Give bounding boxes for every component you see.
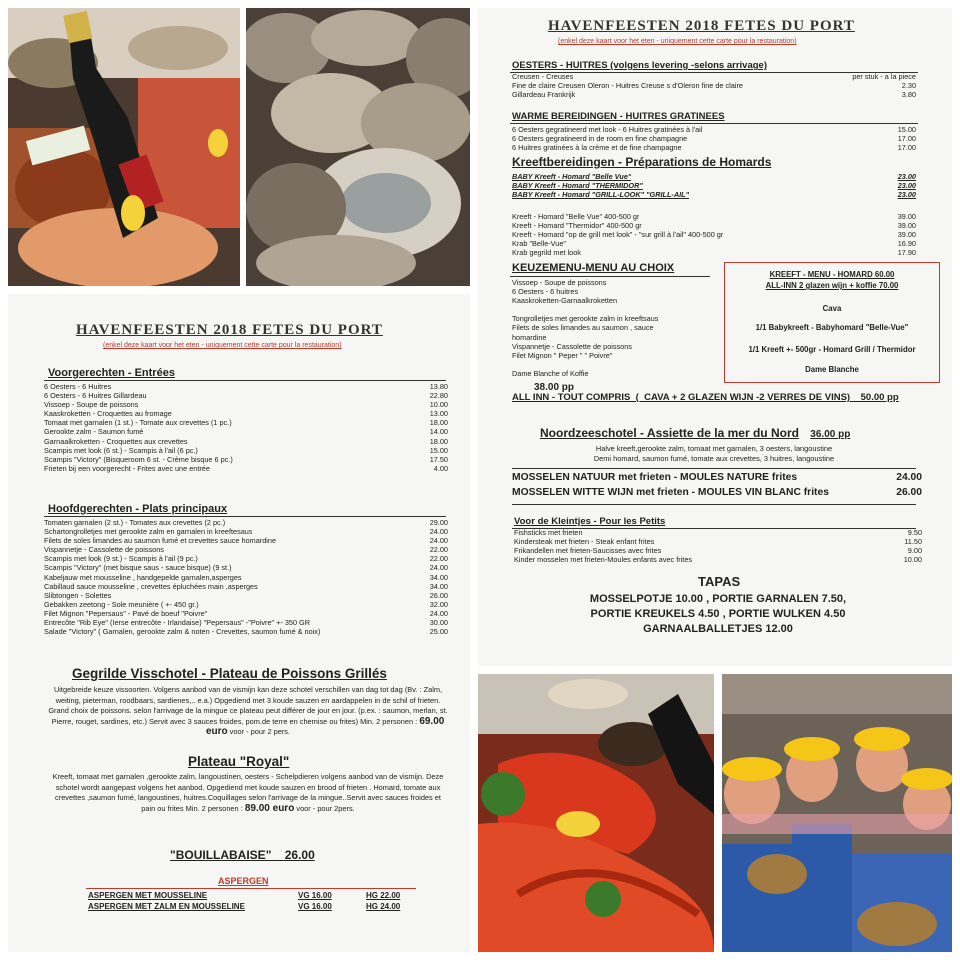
hoofdgerecht-item-price: 25.00	[429, 627, 448, 637]
menu-left-note: (enkel deze kaart voor het eten - uniquement cette carte pour la restauration)	[103, 342, 342, 349]
noordzee-price: 36.00 pp	[810, 429, 851, 440]
kreeft-item-price: 39.00	[897, 230, 916, 240]
box-line-1: Cava	[822, 304, 842, 313]
voorgerecht-item	[44, 455, 448, 464]
hoofdgerecht-item-price: 24.00	[429, 536, 448, 546]
oesters-sub	[512, 72, 916, 81]
oester-item-price: 2.30	[901, 81, 916, 90]
voorgerecht-item	[44, 427, 448, 436]
baby-kreeft-item	[512, 181, 916, 190]
oesters-heading: OESTERS - HUITRES (volgens levering -selons arrivage)	[512, 60, 767, 71]
noordzee-line-2: Demi homard, saumon fumé, tomate aux crevettes, 3 huitres, langoustine	[593, 454, 835, 463]
voorgerechten-heading: Voorgerechten - Entrées	[48, 367, 175, 379]
hoofdgerecht-item	[44, 545, 448, 554]
aspergen-item-name: ASPERGEN MET MOUSSELINE	[88, 891, 208, 900]
voorgerecht-item-price: 13.80	[429, 382, 448, 391]
voorgerecht-item	[44, 437, 448, 446]
voorgerecht-item-price: 17.50	[429, 454, 448, 464]
voorgerecht-item	[44, 446, 448, 455]
hoofdgerecht-item-price: 24.00	[429, 527, 448, 537]
voorgerecht-item-name: Kaaskroketten - Croquettes au fromage	[44, 409, 172, 419]
keuzemenu-line: Vispannetje - Cassolette de poissons	[512, 341, 632, 351]
hoofdgerecht-item-price: 29.00	[429, 518, 448, 527]
aspergen-item-name: ASPERGEN MET ZALM EN MOUSSELINE	[88, 902, 245, 911]
mosselen-item-price: 26.00	[896, 487, 922, 498]
baby-kreeft-item	[512, 172, 916, 181]
warme-list	[512, 125, 916, 152]
keuzemenu-line: Filet Mignon " Peper " " Poivre"	[512, 350, 613, 360]
mosselen-list	[512, 470, 922, 500]
kreeft-item	[512, 221, 916, 230]
divider	[44, 380, 446, 381]
kreeft-item-name: Krab gegrild met look	[512, 248, 581, 258]
aspergen-item-hg: HG 24.00	[366, 902, 401, 911]
warme-item	[512, 143, 916, 152]
hoofdgerechten-heading: Hoofdgerechten - Plats principaux	[48, 503, 228, 515]
royal-description	[48, 772, 448, 814]
aspergen-item	[88, 890, 418, 901]
kleintjes-list	[514, 528, 922, 564]
hoofdgerecht-item-name: Filets de soles limandes au saumon fumé et crevettes sauce homardine	[44, 536, 276, 546]
voorgerecht-item-price: 18.00	[429, 418, 448, 428]
menu-right-title: HAVENFEESTEN 2018 FETES DU PORT	[548, 18, 855, 34]
voorgerecht-item-name: Scampis "Victory" (Bisqueroom 6 st. - Crème bisque 6 pc.)	[44, 454, 233, 464]
hoofdgerecht-item-price: 22.00	[429, 554, 448, 564]
voorgerecht-item-name: Garnaalkroketten - Croquettes aux crevettes	[44, 436, 188, 446]
hoofdgerecht-item	[44, 600, 448, 609]
noordzee-row	[540, 426, 850, 440]
hoofdgerecht-item	[44, 554, 448, 563]
photo-parade	[722, 674, 952, 952]
keuzemenu-line: Filets de soles limandes au saumon , sauce	[512, 323, 654, 333]
voorgerecht-item	[44, 400, 448, 409]
kleintjes-item	[514, 537, 922, 546]
box-line-3: 1/1 Kreeft +- 500gr - Homard Grill / Thermidor	[748, 345, 916, 354]
hoofdgerecht-item-name: Kabeljauw met mousseline , handgepelde garnalen,asperges	[44, 572, 242, 582]
hoofdgerecht-item-price: 26.00	[429, 590, 448, 600]
kleintjes-item	[514, 528, 922, 537]
baby-kreeft-list	[512, 172, 916, 199]
divider	[510, 123, 918, 124]
menu-right-note: (enkel deze kaart voor het eten - uniquement cette carte pour la restauration)	[558, 38, 797, 45]
warme-item-name: 6 Oesters gegratineerd in de room en fine champagne	[512, 134, 688, 144]
warme-item-name: 6 Huitres gratinées à la crème et de fine champagne	[512, 143, 682, 153]
gegrilde-suffix: voor - pour 2 pers.	[229, 727, 291, 737]
warme-item-price: 17.00	[897, 134, 916, 144]
kleintjes-item-name: Fishsticks met frieten	[514, 528, 583, 537]
hoofdgerecht-item-price: 32.00	[429, 599, 448, 609]
keuzemenu-price: 38.00 pp	[534, 382, 575, 393]
kreeft-item	[512, 212, 916, 221]
voorgerecht-item-price: 15.00	[429, 445, 448, 455]
divider	[512, 504, 916, 505]
kreeft-menu-box	[724, 262, 940, 383]
keuzemenu-line: Dame Blanche of Koffie	[512, 368, 589, 378]
voorgerecht-item-price: 10.00	[429, 400, 448, 410]
warme-item	[512, 134, 916, 143]
baby-kreeft-item-price: 23.00	[897, 181, 916, 191]
kleintjes-heading: Voor de Kleintjes - Pour les Petits	[514, 516, 666, 527]
hoofdgerecht-item	[44, 536, 448, 545]
kreeft-item-price: 17.90	[897, 248, 916, 258]
baby-kreeft-item-price: 23.00	[897, 172, 916, 181]
hoofdgerecht-item-price: 34.00	[429, 581, 448, 591]
hoofdgerecht-item-name: Scampis met look (9 st.) - Scampis à l'ail (9 pc.)	[44, 554, 198, 564]
kreeft-item-name: Kreeft - Homard "op de grill met look" - "sur grill à l'ail" 400-500 gr	[512, 230, 724, 240]
voorgerecht-item-name: Vissoep - Soupe de poissons	[44, 400, 139, 410]
parade-illustration	[722, 674, 952, 952]
kreeft-list	[512, 212, 916, 257]
baby-kreeft-item-name: BABY Kreeft - Homard "THERMIDOR"	[512, 181, 643, 191]
baby-kreeft-item-name: BABY Kreeft - Homard "Belle Vue"	[512, 172, 632, 181]
voorgerecht-item	[44, 464, 448, 473]
hoofdgerecht-item-price: 22.00	[429, 545, 448, 555]
keuzemenu-line: Kaaskroketten-Garnaalkroketten	[512, 296, 618, 306]
hoofdgerecht-item	[44, 618, 448, 627]
kleintjes-item	[514, 546, 922, 555]
hoofdgerecht-item	[44, 627, 448, 636]
gegrilde-text: Uitgebreide keuze vissoorten. Volgens aanbod van de vismijn kan deze schotel verschillen van dag tot dag (Bv. : Zalm, weiting, pieterman, roodbaars, sardienes,.. e.a.) Opgediend met 3 koude sauzen en aardappelen in de schil of frieten. Grand choix de poissons. selon l'arrivage de la mingue ce plateau peut différer de jour en jour. (p.ex. : saumon, merlan, st. Pierre, rouget, sardines, etc.) Servit avec 3 sauces froides, pom.de terre en chemise ou frites) Min. 2 personen :	[48, 685, 448, 726]
hoofdgerecht-item-name: Tomaten garnalen (2 st.) - Tomates aux crevettes (2 pc.)	[44, 518, 226, 527]
oysters-illustration	[246, 8, 470, 286]
kreeft-item	[512, 248, 916, 257]
kreeft-item-name: Kreeft - Homard "Thermidor" 400-500 gr	[512, 221, 642, 231]
hoofdgerechten-list	[44, 518, 448, 636]
kreeft-item-price: 39.00	[897, 221, 916, 231]
lobsters-illustration	[478, 674, 714, 952]
hoofdgerecht-item-name: Cabillaud sauce mousseline , crevettes épluchées main ,asperges	[44, 581, 258, 591]
hoofdgerecht-item	[44, 573, 448, 582]
kleintjes-item-price: 9.00	[907, 546, 922, 556]
divider	[86, 888, 416, 889]
voorgerecht-item-name: Scampis met look (6 st.) - Scampis à l'ail (6 pc.)	[44, 445, 198, 455]
kreeft-heading: Kreeftbereidingen - Préparations de Homards	[512, 155, 772, 169]
hoofdgerecht-item-price: 30.00	[429, 618, 448, 628]
tapas-line-1: MOSSELPOTJE 10.00 , PORTIE GARNALEN 7.50,	[589, 593, 847, 605]
voorgerecht-item-name: 6 Oesters - 6 Huitres Gillardeau	[44, 391, 147, 401]
warme-item-price: 17.00	[897, 143, 916, 153]
mosselen-item-price: 24.00	[896, 472, 922, 483]
tapas-list	[518, 592, 918, 637]
box-subtitle: ALL-INN 2 glazen wijn + koffie 70.00	[765, 281, 899, 290]
aspergen-item	[88, 901, 418, 912]
photo-seafood-champagne	[8, 8, 240, 286]
royal-price: 89.00 euro	[244, 802, 295, 814]
voorgerecht-item	[44, 391, 448, 400]
allinn-line: ALL INN - TOUT COMPRIS ( CAVA + 2 GLAZEN WIJN -2 VERRES DE VINS) 50.00 pp	[512, 392, 899, 403]
hoofdgerecht-item	[44, 591, 448, 600]
hoofdgerecht-item	[44, 609, 448, 618]
seafood-champagne-illustration	[8, 8, 240, 286]
tapas-heading: TAPAS	[698, 574, 741, 589]
divider	[510, 276, 710, 277]
box-title: KREEFT - MENU - HOMARD 60.00	[769, 270, 895, 279]
keuzemenu-list	[512, 278, 712, 378]
hoofdgerecht-item-price: 24.00	[429, 563, 448, 573]
hoofdgerecht-item-name: Entrecôte "Rib Eye" (Ierse entrecôte - Irlandaise) "Pepersaus" -"Poivre" +- 350 GR	[44, 618, 310, 628]
aspergen-heading: ASPERGEN	[218, 876, 269, 886]
keuzemenu-line	[512, 305, 712, 314]
menu-card-left	[8, 294, 470, 952]
mosselen-item	[512, 485, 922, 500]
keuzemenu-line: Tongrolletjes met gerookte zalm in kreeftsaus	[512, 314, 659, 324]
voorgerecht-item-price: 18.00	[429, 436, 448, 446]
aspergen-list	[88, 890, 418, 912]
kleintjes-item-price: 10.00	[903, 555, 922, 565]
gegrilde-description	[48, 685, 448, 738]
kreeft-item-name: Kreeft - Homard "Belle Vue" 400-500 gr	[512, 212, 640, 221]
menu-left-title: HAVENFEESTEN 2018 FETES DU PORT	[76, 322, 383, 338]
hoofdgerecht-item-name: Gebakken zeetong - Sole meunière ( +- 450 gr.)	[44, 599, 199, 609]
kleintjes-item-name: Kinder mosselen met frieten-Moules enfants avec frites	[514, 555, 693, 565]
oester-item-name: Gillardeau Frankrijk	[512, 90, 576, 100]
keuzemenu-line: homardine	[512, 332, 547, 342]
kleintjes-item-price: 11.50	[904, 537, 922, 547]
kleintjes-item-name: Frikandellen met frieten-Saucisses avec frites	[514, 546, 662, 556]
noordzee-text	[512, 444, 916, 464]
divider	[512, 468, 916, 469]
aspergen-item-hg: HG 22.00	[366, 891, 401, 900]
aspergen-item-vg: VG 16.00	[298, 902, 332, 911]
tapas-line-3: GARNAALBALLETJES 12.00	[643, 623, 793, 635]
warme-heading: WARME BEREIDINGEN - HUITRES GRATINEES	[512, 111, 725, 122]
voorgerecht-item-price: 22.80	[429, 391, 448, 401]
hoofdgerecht-item	[44, 563, 448, 572]
oesters-sub-right: per stuk - a la piece	[852, 72, 916, 81]
kreeft-item-price: 39.00	[897, 212, 916, 221]
photo-lobsters	[478, 674, 714, 952]
hoofdgerecht-item-name: Vispannetje - Cassolette de poissons	[44, 545, 164, 555]
tapas-line-2: PORTIE KREUKELS 4.50 , PORTIE WULKEN 4.50	[590, 608, 846, 620]
voorgerecht-item-price: 14.00	[429, 427, 448, 437]
baby-kreeft-item-name: BABY Kreeft - Homard "GRILL-LOOK" "GRILL-AIL"	[512, 190, 690, 200]
noordzee-line-1: Halve kreeft,gerookte zalm, tomaat met garnalen, 3 oesters, langoustine	[595, 444, 833, 453]
gegrilde-price: 69.00 euro	[205, 715, 445, 738]
oester-item-price: 3.80	[901, 90, 916, 100]
kleintjes-item-price: 9.50	[907, 528, 922, 537]
voorgerecht-item-name: 6 Oesters - 6 Huitres	[44, 382, 112, 391]
voorgerecht-item-name: Gerookte zalm - Saumon fumé	[44, 427, 144, 437]
voorgerecht-item	[44, 418, 448, 427]
box-line-2: 1/1 Babykreeft - Babyhomard "Belle-Vue"	[755, 323, 909, 332]
kreeft-item	[512, 239, 916, 248]
warme-item-name: 6 Oesters gegratineerd met look - 6 Huitres gratinées à l'ail	[512, 125, 703, 134]
bouillabaise-line: "BOUILLABAISE" 26.00	[170, 848, 315, 862]
voorgerecht-item-price: 13.00	[429, 409, 448, 419]
kleintjes-item	[514, 555, 922, 564]
gegrilde-heading: Gegrilde Visschotel - Plateau de Poissons Grillés	[72, 666, 387, 681]
oester-item-name: Fine de claire Creusen Oleron - Huitres Creuse s d'Oleron fine de claire	[512, 81, 743, 90]
mosselen-item	[512, 470, 922, 485]
hoofdgerecht-item	[44, 582, 448, 591]
keuzemenu-line: Vissoep - Soupe de poissons	[512, 278, 607, 287]
oester-item	[512, 90, 916, 99]
hoofdgerecht-item	[44, 527, 448, 536]
royal-heading: Plateau "Royal"	[188, 754, 290, 769]
noordzee-heading: Noordzeeschotel - Assiette de la mer du Nord	[540, 426, 799, 440]
kreeft-item-price: 16.90	[897, 239, 916, 249]
hoofdgerecht-item-price: 34.00	[429, 572, 448, 582]
kleintjes-item-name: Kindersteak met frieten - Steak enfant frites	[514, 537, 655, 547]
hoofdgerecht-item-name: Filet Mignon "Pepersaus" - Pavé de boeuf "Poivre"	[44, 608, 208, 618]
aspergen-item-vg: VG 16.00	[298, 891, 332, 900]
warme-item-price: 15.00	[897, 125, 916, 134]
menu-card-right	[478, 8, 952, 666]
oester-item	[512, 81, 916, 90]
royal-suffix: voor - pour 2pers.	[296, 803, 355, 813]
mosselen-item-name: MOSSELEN WITTE WIJN met frieten - MOULES VIN BLANC frites	[512, 487, 829, 498]
baby-kreeft-item	[512, 190, 916, 199]
baby-kreeft-item-price: 23.00	[897, 190, 916, 200]
hoofdgerecht-item-name: Scampis "Victory" (met bisque saus - sauce bisque) (9 st.)	[44, 563, 232, 573]
warme-item	[512, 125, 916, 134]
hoofdgerecht-item-price: 24.00	[429, 608, 448, 618]
keuzemenu-heading: KEUZEMENU-MENU AU CHOIX	[512, 262, 675, 274]
voorgerecht-item	[44, 382, 448, 391]
oesters-list	[512, 81, 916, 99]
mosselen-item-name: MOSSELEN NATUUR met frieten - MOULES NATURE frites	[512, 472, 798, 483]
kreeft-item-name: Krab "Belle-Vue"	[512, 239, 566, 249]
divider	[44, 516, 446, 517]
box-line-4: Dame Blanche	[805, 365, 859, 374]
keuzemenu-line: 6 Oesters - 6 huitres	[512, 287, 579, 297]
keuzemenu-line	[512, 360, 712, 369]
hoofdgerecht-item-name: Slibtongen - Solettes	[44, 590, 112, 600]
voorgerecht-item-name: Tomaat met garnalen (1 st.) - Tomate aux crevettes (1 pc.)	[44, 418, 232, 428]
voorgerecht-item-price: 4.00	[433, 463, 448, 473]
photo-oysters	[246, 8, 470, 286]
hoofdgerecht-item-name: Salade "Victory" ( Garnalen, gerookte zalm & noten - Crevettes, saumon fumé & noix)	[44, 627, 321, 637]
oesters-sub-left: Creusen - Creuses	[512, 72, 574, 81]
hoofdgerecht-item	[44, 518, 448, 527]
kreeft-item	[512, 230, 916, 239]
royal-text: Kreeft, tomaat met garnalen ,gerookte zalm, langoustinen, oesters - Schelpdieren volgens aanbod van de vismijn. Deze schotel wordt aangepast volgens het aanbod. Opgediend met koude sauzen en brood of frieten . Homard, tomate aux crevettes ,saumon fumé, langoustines, huitres.Coquillages selon l'arrivage de la mingue..Servit avec sauces froides et pain ou frites Min. 2 personen :	[52, 772, 444, 813]
hoofdgerecht-item-name: Schartongrolletjes met gerookte zalm en garnalen in kreeftesaus	[44, 527, 253, 537]
voorgerecht-item	[44, 409, 448, 418]
voorgerecht-item-name: Frieten bij een voorgerecht - Frites avec une entrée	[44, 463, 210, 473]
voorgerechten-list	[44, 382, 448, 473]
